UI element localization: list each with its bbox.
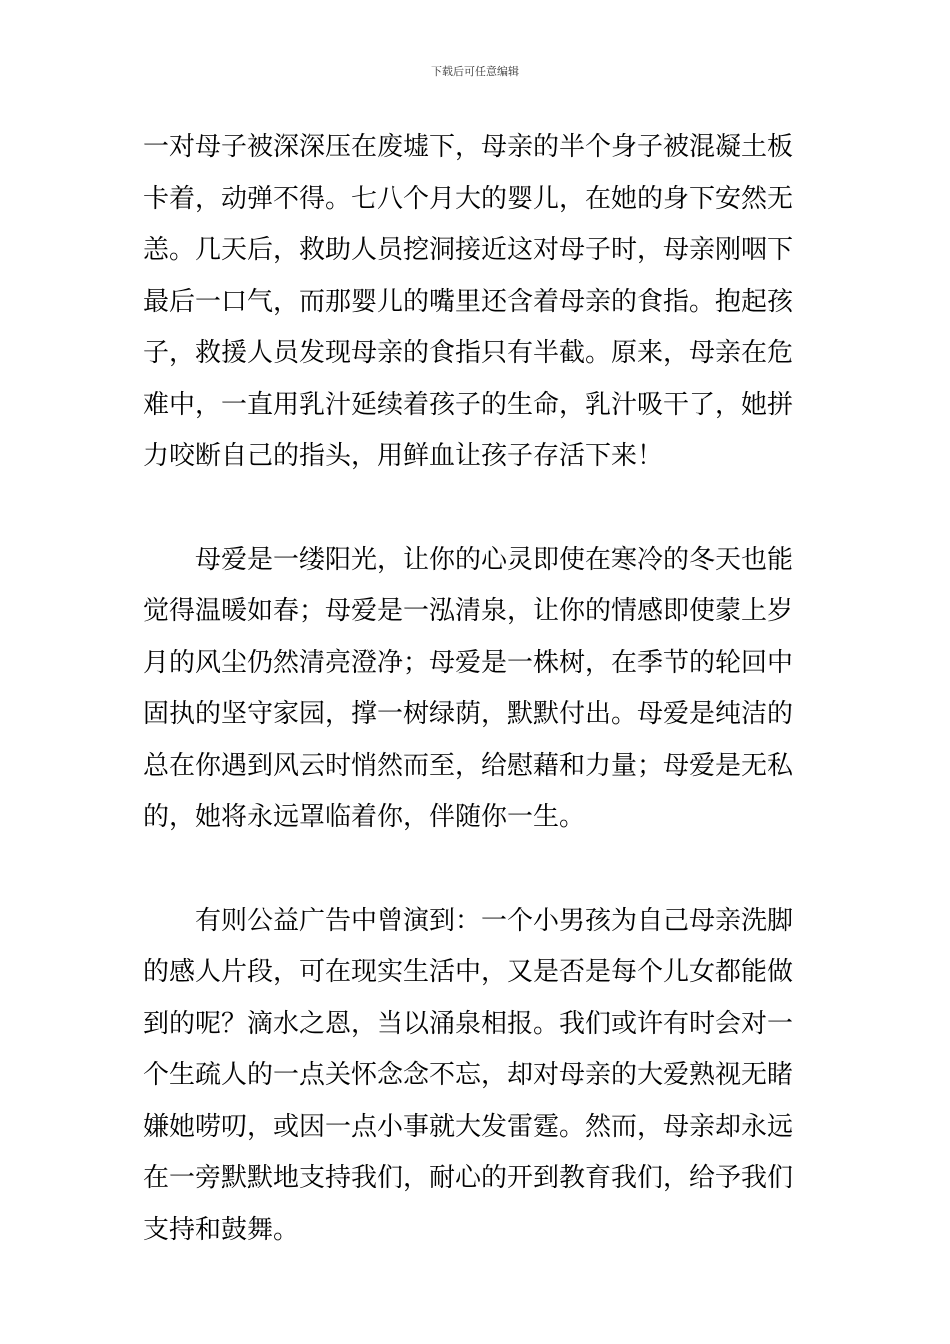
- paragraph-line: 嫌她唠叨，或因一点小事就大发雷霆。然而，母亲却永远: [143, 1111, 794, 1142]
- paragraph-line: 固执的坚守家园，撑一树绿荫，默默付出。母爱是纯洁的: [143, 699, 794, 729]
- page-header: 下载后可任意编辑: [431, 65, 519, 78]
- paragraph-line: 子，救援人员发现母亲的食指只有半截。原来，母亲在危: [143, 338, 794, 368]
- paragraph-line: 个生疏人的一点关怀念念不忘，却对母亲的大爱熟视无睹: [143, 1060, 794, 1090]
- paragraph-line: 的，她将永远罩临着你，伴随你一生。: [143, 802, 586, 832]
- paragraph-2: [143, 535, 809, 844]
- paragraph-line: 最后一口气，而那婴儿的嘴里还含着母亲的食指。抱起孩: [143, 286, 794, 317]
- paragraph-line: 母爱是一缕阳光，让你的心灵即使在寒冷的冬天也能: [143, 544, 794, 575]
- paragraph-line: 恙。几天后，救助人员挖洞接近这对母子时，母亲刚咽下: [143, 235, 794, 265]
- paragraph-line: 支持和鼓舞。: [143, 1214, 300, 1245]
- paragraph-line: 在一旁默默地支持我们，耐心的开到教育我们，给予我们: [143, 1163, 794, 1193]
- paragraph-line: 卡着，动弹不得。七八个月大的婴儿，在她的身下安然无: [143, 183, 794, 214]
- paragraph-spacer: [143, 844, 809, 896]
- paragraph-line: 有则公益广告中曾演到：一个小男孩为自己母亲洗脚: [143, 905, 794, 936]
- paragraph-line: 月的风尘仍然清亮澄净；母爱是一株树，在季节的轮回中: [143, 647, 794, 678]
- paragraph-line: 一对母子被深深压在废墟下，母亲的半个身子被混凝土板: [143, 132, 794, 162]
- paragraph-line: 力咬断自己的指头，用鲜血让孩子存活下来！: [143, 441, 664, 471]
- paragraph-line: 的感人片段，可在现实生活中，又是否是每个儿女都能做: [143, 957, 794, 987]
- paragraph-line: 总在你遇到风云时悄然而至，给慰藉和力量；母爱是无私: [143, 750, 794, 781]
- paragraph-3: [143, 896, 809, 1257]
- paragraph-line: 到的呢？滴水之恩，当以涌泉相报。我们或许有时会对一: [143, 1008, 794, 1039]
- paragraph-line: 觉得温暖如春；母爱是一泓清泉，让你的情感即使蒙上岁: [143, 596, 794, 626]
- document-body: [143, 122, 809, 1256]
- paragraph-1: [143, 122, 809, 483]
- paragraph-spacer: [143, 483, 809, 535]
- paragraph-line: 难中，一直用乳汁延续着孩子的生命，乳汁吸干了，她拼: [143, 389, 794, 420]
